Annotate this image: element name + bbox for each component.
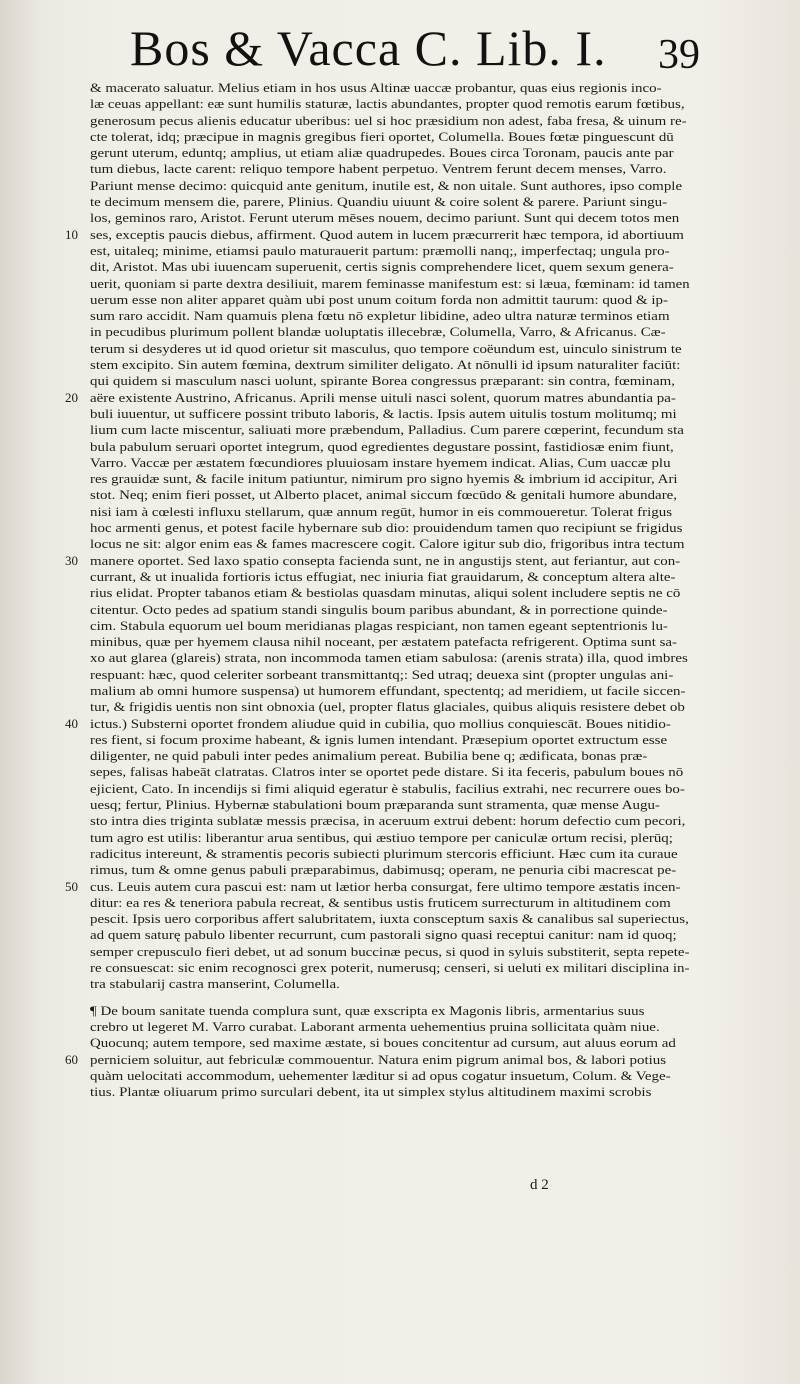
text-line	[90, 830, 690, 846]
line-text: perniciem soluitur, aut febriculæ commouentur. Natura enim pigrum animal bos, & labori potius	[90, 1051, 667, 1067]
line-text: aëre existente Austrino, Africanus. Aprili mense uituli nasci solent, quorum matres abundantia pa-	[90, 389, 676, 405]
text-line	[90, 1003, 690, 1019]
line-text: nisi iam à cœlesti influxu stellarum, quæ annum regūt, humor in eis commoueretur. Tolerat frigus	[90, 503, 673, 519]
text-line	[90, 602, 690, 618]
line-text: tius. Plantæ oliuarum primo surculari debent, ita ut simplex stylus altitudinem maximi scrobis	[90, 1084, 652, 1100]
line-number: 60	[65, 1051, 78, 1067]
line-text: semper crepusculo fieri debet, ut ad sonum buccinæ pecus, si quod in syluis substiterit, septa repete-	[90, 943, 690, 959]
text-line	[90, 732, 690, 748]
line-text: ses, exceptis paucis diebus, affirment. Quod autem in lucem præcurrerit hæc tempora, id abortiuum	[90, 226, 684, 242]
line-text: radicitus intereunt, & stramentis pecoris subiecti plurimum stercoris efficiunt. Hæc cum ita curaue	[90, 845, 678, 861]
text-line	[90, 178, 690, 194]
text-line	[65, 552, 690, 569]
line-text: generosum pecus alienis educatur uberibus: uel si hoc præsidium non adest, faba fresa, & uinum re-	[90, 112, 687, 128]
text-line	[90, 406, 690, 422]
text-line	[90, 944, 690, 960]
text-line	[90, 569, 690, 585]
text-line	[90, 585, 690, 601]
text-line	[90, 504, 690, 520]
text-line	[90, 80, 690, 96]
text-line	[90, 634, 690, 650]
text-line	[90, 439, 690, 455]
text-line	[90, 276, 690, 292]
line-text: rimus, tum & omne genus pabuli præparabimus, dabimusq; operam, ne penuria cibi macrescat pe-	[90, 862, 677, 878]
line-text: respuant: hæc, quod celeriter sorbeant transmittantq;: Sed utraq; deuexa sint (propter ungulas ani-	[90, 666, 674, 682]
line-text: qui quidem si masculum nasci uolunt, spirante Borea congressus præparant: sin contra, fœminam,	[90, 373, 676, 389]
line-text: cim. Stabula equorum uel boum meridianas plagas respiciant, non tamen egeant septentrionis lu-	[90, 617, 668, 633]
line-text: lium cum lacte miscentur, saliuati more præbendum, Palladius. Cum parere cœperint, fecundum sta	[90, 422, 684, 438]
line-text: uesq; fertur, Plinius. Hybernæ stabulationi boum præparanda sunt stramenta, quæ mense Augu-	[90, 797, 660, 813]
signature-mark: d 2	[530, 1177, 549, 1193]
text-line	[90, 357, 690, 373]
line-number: 10	[65, 226, 78, 242]
text-line	[65, 226, 690, 243]
line-text: ¶ De boum sanitate tuenda complura sunt, quæ exscripta ex Magonis libris, armentarius suus	[90, 1002, 645, 1018]
line-text: pescit. Ipsis uero corporibus affert salubritatem, iuxta consceptum saxis & canalibus sal superiectus,	[90, 911, 689, 927]
text-line	[90, 781, 690, 797]
line-number: 50	[65, 878, 78, 894]
line-text: buli iuuentur, ut sufficere possint tributo laboris, & lactis. Ipsis autem uitulis tostum molitumq; mi	[90, 405, 677, 421]
line-text: currant, & ut inualida fortioris ictus effugiat, nec iniuria fiat grauidarum, & conceptum altera alte-	[90, 568, 676, 584]
line-text: malium ab omni humore suspensa) ut humorem effundant, spectentq; ad meridiem, ut facile siccen-	[90, 682, 686, 698]
text-line	[90, 536, 690, 552]
line-text: cus. Leuis autem cura pascui est: nam ut lætior herba consurgat, fere ultimo tempore æstatis incen-	[90, 878, 681, 894]
text-line	[90, 471, 690, 487]
running-head: Bos & Vacca C. Lib. I.	[130, 20, 607, 76]
text-line	[90, 667, 690, 683]
text-line	[65, 878, 690, 895]
line-number: 20	[65, 389, 78, 405]
line-text: ejicient, Cato. In incendijs si fimi aliquid egeratur è stabulis, facilius extrahi, nec recurrere oues bo-	[90, 780, 685, 796]
line-text: uerum esse non aliter apparet quàm ubi post unum coitum forda non admittit taurum: quod & ip-	[90, 291, 668, 307]
text-column	[65, 80, 690, 1100]
text-line	[90, 194, 690, 210]
line-text: tra stabularij castra manserint, Columella.	[90, 976, 340, 992]
line-text: crebro ut legeret M. Varro curabat. Laborant armenta uehementius pruina sollicitata quàm niue.	[90, 1018, 660, 1034]
text-line	[90, 455, 690, 471]
line-text: in pecudibus plurimum pollent blandæ uoluptatis illecebræ, Columella, Varro, & Africanus. Cæ-	[90, 324, 666, 340]
line-number: 30	[65, 552, 78, 568]
text-line	[90, 683, 690, 699]
line-text: sto intra dies triginta sublatæ messis præcisa, in aceruum extrui debent: horum defectio cum pecori,	[90, 813, 686, 829]
line-text: los, geminos raro, Aristot. Ferunt uterum mēses nouem, decimo pariunt. Sunt qui decem totos men	[90, 210, 680, 226]
text-line	[90, 324, 690, 340]
line-text: minibus, quæ per hyemem clausa nihil noceant, per æstatem patefacta refrigerent. Optima sunt sa-	[90, 634, 678, 650]
folio-page-number: 39	[658, 32, 700, 78]
text-line	[90, 145, 690, 161]
line-text: læ ceuas appellant: eæ sunt humilis staturæ, lactis abundantes, propter quod remotis earum fœtibus,	[90, 96, 685, 112]
line-text: citentur. Octo pedes ad spatium standi singulis boum paribus abundant, & in porrectione quinde-	[90, 601, 668, 617]
line-text: re consuescat: sic enim recognosci grex poterit, numerusq; censeri, si ueluti ex militari disciplina in-	[90, 960, 690, 976]
line-text: gerunt uterum, eduntq; amplius, ut etiam aliæ quadrupedes. Boues circa Toronam, paucis ante par	[90, 145, 674, 161]
line-text: sum raro accidit. Nam quamuis plena fœtu nō expletur libidine, adeo ultra naturæ terminos etiam	[90, 308, 670, 324]
line-text: stot. Neq; enim fieri posset, ut Alberto placet, animal siccum fœcūdo & genitali humore abundare,	[90, 487, 678, 503]
text-line	[90, 618, 690, 634]
text-line	[90, 699, 690, 715]
line-text: Quocunq; autem tempore, sed maxime æstate, si boues concitentur ad cursum, aut aluus eorum ad	[90, 1035, 676, 1051]
text-line	[90, 243, 690, 259]
line-text: tum diebus, lacte carent: reliquo tempore habent perpetuo. Ventrem ferunt decem menses, Varro.	[90, 161, 667, 177]
text-line	[90, 1019, 690, 1035]
text-line	[90, 373, 690, 389]
line-text: bula pabulum seruari oportet integrum, quod egredientes degustare possint, fastidiosæ enim fiunt,	[90, 438, 674, 454]
page-header	[130, 18, 700, 78]
text-line	[90, 341, 690, 357]
line-text: Varro. Vaccæ per æstatem fœcundiores pluuiosam instare hyemem indicat. Alias, Cum uaccæ plu	[90, 454, 671, 470]
line-text: ad quem saturę pabulo libenter recurrunt, cum pastorali signo quasi receptui canitur: nam id quoq;	[90, 927, 677, 943]
text-line	[90, 976, 690, 992]
text-line	[90, 129, 690, 145]
text-line	[90, 764, 690, 780]
text-line	[90, 259, 690, 275]
text-line	[90, 487, 690, 503]
line-text: dit, Aristot. Mas ubi iuuencam superuenit, certis signis comprehendere licet, quem sexum genera-	[90, 259, 674, 275]
line-text: cte tolerat, idq; præcipue in magnis gregibus fieri oportet, Columella. Boues fœtæ pinguescunt dū	[90, 128, 674, 144]
text-line	[90, 96, 690, 112]
text-line	[90, 1035, 690, 1051]
line-text: est, uitaleq; minime, etiamsi paulo maturauerit partum: præmolli nanq;, imperfectaq; ungula pro-	[90, 242, 670, 258]
text-line	[65, 715, 690, 732]
line-text: manere oportet. Sed laxo spatio consepta facienda sunt, ne in angustijs stent, aut feriantur, aut con-	[90, 552, 681, 568]
text-line	[90, 797, 690, 813]
text-line	[90, 1084, 690, 1100]
text-line	[90, 846, 690, 862]
line-text: & macerato saluatur. Melius etiam in hos usus Altinæ uaccæ probantur, quas eius regionis inco-	[90, 80, 662, 95]
line-text: terum si desyderes ut id quod orietur sit masculus, quo tempore coëundum est, uinculo sinistrum te	[90, 340, 682, 356]
line-text: quàm uelocitati accommodum, uehementer læditur si ad opus cogatur insuetum, Colum. & Vege-	[90, 1067, 671, 1083]
text-line	[65, 1051, 690, 1068]
text-line	[90, 993, 690, 1003]
text-line	[90, 960, 690, 976]
text-line	[90, 862, 690, 878]
text-line	[65, 389, 690, 406]
line-text: ditur: ea res & teneriora pabula recreat, & sentibus ustis fruticem surrecturum in altitudinem com	[90, 894, 671, 910]
text-line	[90, 210, 690, 226]
text-line	[90, 422, 690, 438]
line-text: res grauidæ sunt, & facile initum patiuntur, nimirum pro signo hyemis & imbrium id accipitur, Ari	[90, 471, 678, 487]
line-text: hoc armenti genus, et potest facile hybernare sub dio: prouidendum tamen quo recipiunt se frigidus	[90, 520, 683, 536]
line-text: uerit, quoniam si parte dextra desiliuit, marem feminasse manifestum est: si læua, fœminam: id tamen	[90, 275, 690, 291]
line-text: diligenter, ne quid pabuli inter pedes animalium pereat. Bubilia bene q; ædificata, bonas præ-	[90, 748, 648, 764]
text-line	[90, 895, 690, 911]
text-line	[90, 927, 690, 943]
text-line	[90, 911, 690, 927]
line-text: ictus.) Substerni oportet frondem aliudue quid in cubilia, quo mollius conquiescāt. Boues nitidio-	[90, 715, 671, 731]
text-line	[90, 650, 690, 666]
text-line	[90, 113, 690, 129]
text-line	[90, 292, 690, 308]
line-text: sepes, falisas habeāt clatratas. Clatros inter se oportet pede distare. Si ita feceris, pabulum boues nō	[90, 764, 684, 780]
line-text: Pariunt mense decimo: quicquid ante genitum, inutile est, & non uitale. Sunt authores, ipso comple	[90, 177, 683, 193]
line-text: tum agro est utilis: liberantur arua sentibus, qui æstiuo tempore per caniculæ ortum recisi, plerūq;	[90, 829, 673, 845]
text-line	[90, 813, 690, 829]
line-text: xo aut glarea (glareis) strata, non incommoda tamen etiam sabulosa: (arenis strata) illa, quod imbres	[90, 650, 688, 666]
text-line	[90, 748, 690, 764]
text-line	[90, 308, 690, 324]
text-line	[90, 520, 690, 536]
line-text: locus ne sit: algor enim eas & fames macrescere cogit. Calore igitur sub dio, frigoribus intra tectum	[90, 536, 685, 552]
line-text: stem excipito. Sin autem fœmina, dextrum similiter deligato. At nōnulli id ipsum naturaliter faciūt:	[90, 357, 681, 373]
line-text: rius elidat. Propter tabanos etiam & bestiolas quasdam minutas, aliqui solent includere septis ne cō	[90, 585, 681, 601]
line-text: tur, & frigidis uentis non sint obnoxia (uel, propter flatus glaciales, quibus aliquis resistere debet ob	[90, 699, 685, 715]
line-text: res fient, si focum proxime habeant, & ignis lumen intendant. Præsepium oportet extructum esse	[90, 731, 668, 747]
text-line	[90, 161, 690, 177]
line-text: te decimum mensem die, parere, Plinius. Quandiu uiuunt & coire solent & parere. Pariunt singu-	[90, 194, 668, 210]
text-line	[90, 1068, 690, 1084]
line-number: 40	[65, 715, 78, 731]
